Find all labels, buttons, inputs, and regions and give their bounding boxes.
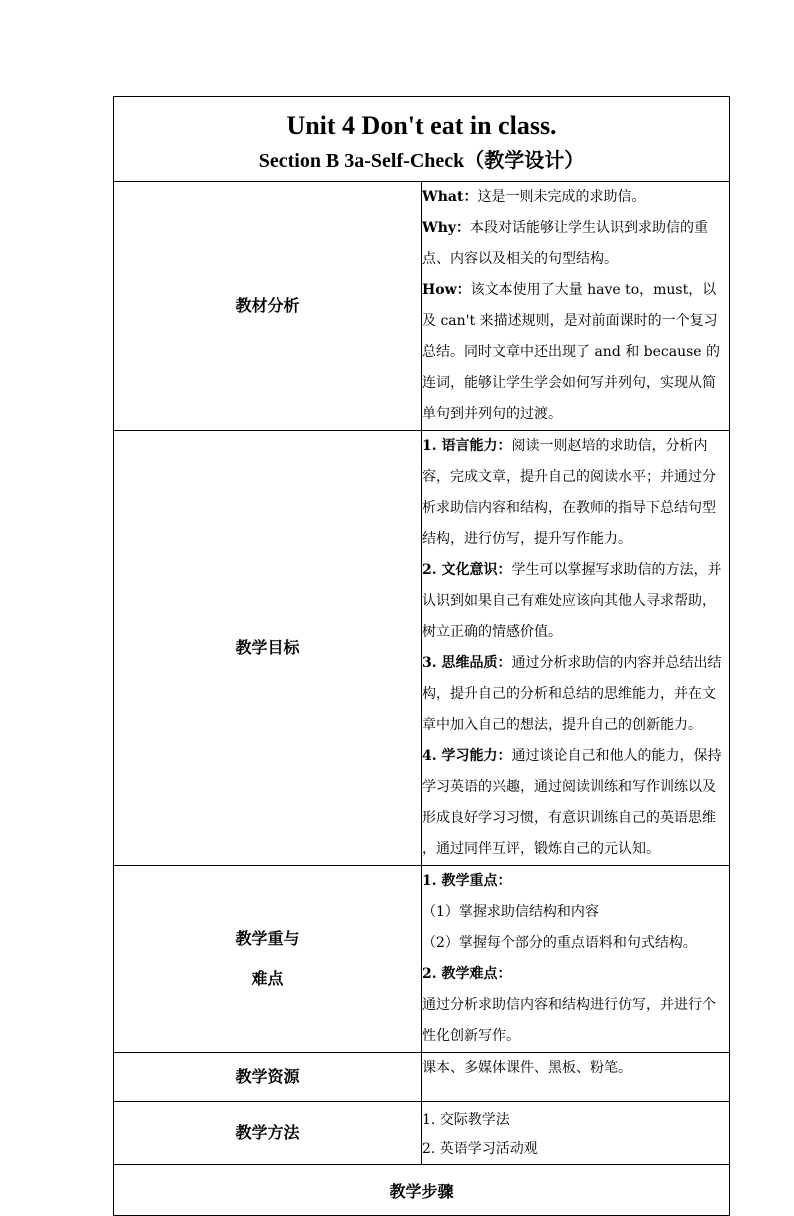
objective-1	[422, 431, 729, 555]
resources-label: 教学资源	[114, 1053, 422, 1102]
focus-label-line2: 难点	[251, 969, 284, 988]
key-point-2: （2）掌握每个部分的重点语料和句式结构。	[422, 935, 697, 951]
why-paragraph	[422, 213, 729, 275]
analysis-label: 教材分析	[114, 182, 422, 431]
objective-4	[422, 741, 729, 865]
title-row	[114, 97, 730, 182]
objective-4-key: 4. 学习能力：	[422, 748, 512, 764]
analysis-content	[422, 182, 730, 431]
how-key: How：	[422, 282, 471, 298]
objective-4-text: 通过谈论自己和他人的能力，保持学习英语的兴趣，通过阅读训练和写作训练以及形成良好学习习惯，有意识训练自己的英语思维 ，通过同伴互评，锻炼自己的元认知。	[422, 748, 722, 857]
methods-label: 教学方法	[114, 1102, 422, 1165]
objective-3-text: 通过分析求助信的内容并总结出结构，提升自己的分析和总结的思维能力，并在文章中加入自己的想法，提升自己的创新能力。	[422, 655, 722, 733]
methods-content	[422, 1102, 730, 1165]
objective-2-key: 2. 文化意识：	[422, 562, 512, 578]
method-2: 2. 英语学习活动观	[422, 1141, 538, 1157]
objective-3-key: 3. 思维品质：	[422, 655, 512, 671]
what-key: What：	[422, 189, 478, 205]
objective-1-key: 1. 语言能力：	[422, 438, 512, 454]
method-1: 1. 交际教学法	[422, 1112, 510, 1128]
unit-title: Unit 4 Don't eat in class.	[286, 110, 557, 140]
objectives-content	[422, 431, 730, 866]
focus-row	[114, 866, 730, 1053]
methods-row	[114, 1102, 730, 1165]
focus-label-line1: 教学重与	[235, 929, 300, 948]
objective-2-text: 学生可以掌握写求助信的方法，并认识到如果自己有难处应该向其他人寻求帮助，树立正确的情感价值。	[422, 562, 722, 640]
steps-heading: 教学步骤	[114, 1165, 730, 1216]
analysis-row	[114, 182, 730, 431]
key-point-1: （1）掌握求助信结构和内容	[422, 904, 599, 920]
key-points-title: 1. 教学重点：	[422, 873, 512, 889]
why-text: 本段对话能够让学生认识到求助信的重点、内容以及相关的句型结构。	[422, 220, 709, 267]
difficult-point-text: 通过分析求助信内容和结构进行仿写，并进行个性化创新写作。	[422, 997, 716, 1044]
how-paragraph	[422, 275, 729, 430]
lesson-plan-table	[113, 96, 730, 1216]
objectives-label: 教学目标	[114, 431, 422, 866]
why-key: Why：	[422, 220, 471, 236]
focus-content	[422, 866, 730, 1053]
focus-label	[114, 866, 422, 1053]
what-text: 这是一则未完成的求助信。	[477, 189, 646, 205]
section-title: Section B 3a-Self-Check（教学设计）	[258, 149, 585, 172]
steps-row	[114, 1165, 730, 1216]
objectives-row	[114, 431, 730, 866]
how-text: 该文本使用了大量 have to，must，以及 can't 来描述规则，是对前面课时的一个复习总结。同时文章中还出现了 and 和 because 的连词，能够让学生学会如何写并列句，实现从简单句到并列句的过渡。	[422, 282, 721, 422]
what-paragraph	[422, 182, 729, 213]
resources-row	[114, 1053, 730, 1102]
title-cell	[114, 97, 730, 182]
resources-content: 课本、多媒体课件、黑板、粉笔。	[422, 1053, 730, 1102]
difficult-points-title: 2. 教学难点：	[422, 966, 512, 982]
objective-1-text: 阅读一则赵培的求助信，分析内容，完成文章，提升自己的阅读水平；并通过分析求助信内容和结构，在教师的指导下总结句型结构，进行仿写，提升写作能力。	[422, 438, 716, 547]
objective-3	[422, 648, 729, 741]
objective-2	[422, 555, 729, 648]
